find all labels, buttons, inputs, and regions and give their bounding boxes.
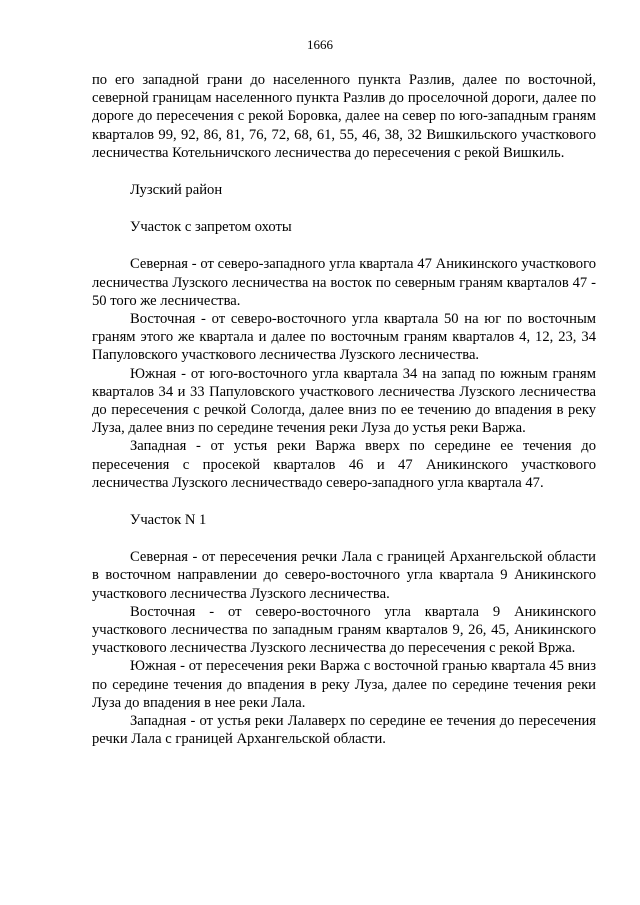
section-title-no-hunting: Участок с запретом охоты [130,219,292,236]
intro-paragraph: по его западной грани до населенного пункта Разлив, далее по восточной, северной границам населенного пункта Разлив до проселочной дороги, далее по дороге до пересечения с рекой Боровка, далее на север по юго-западным граням кварталов 99, 92, 86, 81, 76, 72, 68, 61, 55, 46, 38, 32 Вишкильского участкового лесничества Котельничского лесничества до пересечения с рекой Вишкиль. [92,72,596,161]
paragraph-west-boundary: Западная - от устья реки Варжа вверх по середине ее течения до пересечения с просекой кварталов 46 и 47 Аникинского участкового лесничества Лузского лесничествадо северо-западного угла квартала 47. [92,438,596,491]
paragraph-south-boundary: Южная - от юго-восточного угла квартала 34 на запад по южным граням кварталов 34 и 33 Папуловского участкового лесничества Лузского лесничества до пересечения с речкой Сологда, далее вниз по ее течению до впадения в реку Луза, далее вниз по середине течения реки Луза до устья реки Варжа. [92,365,596,437]
section-title-plot-1: Участок N 1 [130,512,207,529]
district-title: Лузский район [130,182,223,199]
paragraph-plot1-east: Восточная - от северо-восточного угла квартала 9 Аникинского участкового лесничества по западным граням кварталов 9, 26, 45, Аникинского участкового лесничества Лузского лесничества до пересечения с рекой Вржа. [92,603,596,657]
paragraph-north-boundary: Северная - от северо-западного угла квартала 47 Аникинского участкового лесничества Лузского лесничества на восток по северным граням кварталов 47 - 50 того же лесничества. [92,256,596,309]
page-number: 1666 [307,37,333,52]
paragraph-east-boundary: Восточная - от северо-восточного угла квартала 50 на юг по восточным граням этого же квартала и далее по восточным граням кварталов 4, 12, 23, 34 Папуловского участкового лесничества Лузского лесничества. [92,311,596,364]
paragraph-plot1-south: Южная - от пересечения реки Варжа с восточной гранью квартала 45 вниз по середине течения до впадения в реку Луза, далее по середине течения реки Луза до впадения в нее реки Лала. [92,658,596,711]
paragraph-plot1-west: Западная - от устья реки Лалаверх по середине ее течения до пересечения речки Лала с границей Архангельской области. [92,713,596,748]
document-body [92,71,596,749]
paragraph-plot1-north: Северная - от пересечения речки Лала с границей Архангельской области в восточном направлении до северо-восточного угла квартала 9 Аникинского участкового лесничества Лузского лесничества. [92,549,596,602]
